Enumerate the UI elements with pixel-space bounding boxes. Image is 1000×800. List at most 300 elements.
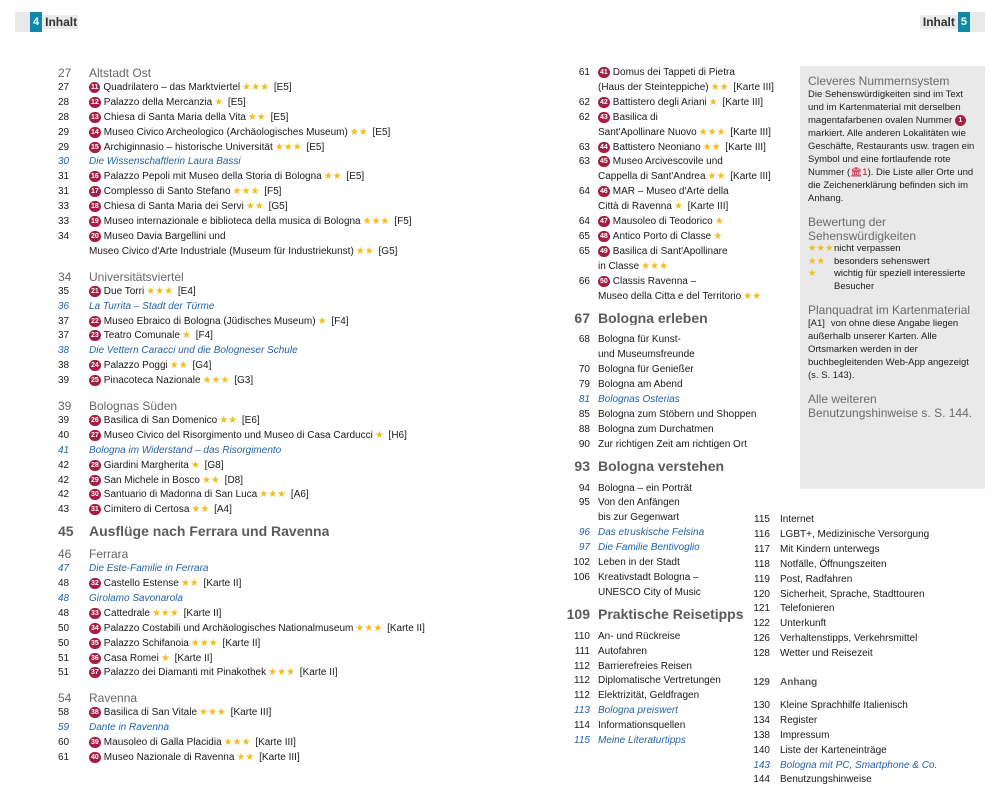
entry-title: Leben in der Stadt: [598, 557, 680, 569]
toc-entry: [58, 706, 478, 721]
entry-title: LGBT+, Medizinische Versorgung: [780, 528, 930, 540]
header-title-right: Inhalt: [920, 15, 958, 29]
header-gap: [78, 12, 88, 32]
entry-text: [780, 543, 880, 558]
toc-entry: [58, 315, 478, 330]
entry-text: [598, 215, 726, 230]
entry-title: Unterkunft: [780, 618, 827, 630]
star-icon: ★★★: [242, 81, 270, 93]
entry-title: Barrierefreies Reisen: [598, 660, 692, 672]
info-text-grid: [808, 317, 977, 382]
page-number: 30: [58, 156, 70, 168]
entry-title: Wetter und Reisezeit: [780, 648, 873, 660]
page-number: 130: [753, 699, 770, 711]
toc-entry: [58, 459, 478, 474]
sight-number-badge: 34: [91, 624, 99, 632]
map-reference: [Karte III]: [252, 737, 296, 749]
entry-title: Teatro Comunale: [103, 330, 180, 342]
page-number: [560, 348, 598, 363]
entry-title: Complesso di Santo Stefano: [103, 186, 231, 198]
star-icon: ★: [713, 230, 723, 242]
entry-text: [89, 607, 221, 622]
page-number: 31: [58, 171, 70, 183]
entry-title: Telefonieren: [780, 603, 835, 615]
star-icon: ★: [317, 315, 327, 327]
page-number: 106: [573, 572, 590, 583]
entry-text: [89, 245, 397, 260]
header-strip-left: [15, 12, 30, 32]
toc-entry: [58, 414, 478, 429]
entry-title: Universitätsviertel: [89, 269, 184, 284]
entry-title: Informationsquellen: [598, 720, 686, 732]
toc-entry-continued: [560, 200, 790, 215]
entry-title: An- und Rückreise: [598, 630, 681, 642]
sight-number-badge: 40: [91, 753, 99, 761]
page-number: 117: [754, 543, 770, 555]
entry-text: [598, 96, 763, 111]
page-number: 111: [574, 645, 590, 657]
entry-title: Casa Romei: [103, 652, 159, 664]
sight-number-badge: 11: [91, 83, 99, 91]
entry-text: [89, 444, 281, 459]
toc-entry: [560, 496, 790, 511]
toc-entry: [58, 736, 478, 751]
toc-entry: [560, 423, 790, 438]
entry-title: Pinacoteca Nazionale: [103, 375, 201, 387]
toc-entry-feature: [58, 155, 478, 170]
sight-number-badge: 20: [91, 232, 99, 240]
toc-entry: [740, 729, 990, 744]
star-icon: ★★★: [146, 285, 174, 297]
toc-column-right-b: [740, 670, 990, 788]
page-number: 93: [574, 457, 590, 474]
page-number: 34: [58, 230, 70, 242]
info-heading-numbering: Cleveres Nummernsystem: [808, 74, 950, 88]
entry-text: [89, 577, 241, 592]
entry-text: [780, 513, 814, 528]
entry-title: Post, Radfahren: [780, 573, 853, 585]
page-number: 39: [58, 399, 72, 414]
page-number: 61: [578, 67, 590, 78]
page-number: 45: [58, 523, 74, 540]
entry-text: [780, 528, 929, 543]
page-number: 90: [578, 438, 590, 450]
info-text-part: von ohne diese Angabe liegen außerhalb unserer Karten. Alle Ortsmarken werden in der buchbegleitenden Web-App angezeigt (s. S. 143).: [808, 318, 969, 381]
toc-entry-continued: [560, 348, 790, 363]
toc-entry: [58, 503, 478, 518]
entry-title: Basilica di San Domenico: [103, 414, 218, 426]
entry-title: Die Wissenschaftlerin Laura Bassi: [89, 156, 241, 168]
entry-title: Die Vettern Caracci und die Bologneser Schule: [89, 345, 298, 357]
star-icon: ★★★: [355, 622, 383, 634]
star-icon: ★★★: [641, 260, 669, 272]
sight-number-badge: 30: [91, 491, 99, 499]
entry-title: Bologna mit PC, Smartphone & Co.: [780, 759, 938, 771]
entry-text: [598, 170, 771, 185]
star-icon: ★★: [707, 171, 726, 183]
toc-entry: [58, 81, 478, 96]
entry-title: Impressum: [780, 729, 830, 741]
page-number: 28: [58, 96, 70, 108]
entry-title: Notfälle, Öffnungszeiten: [780, 558, 887, 570]
star-icon: ★★★: [698, 126, 726, 138]
page-number: [560, 200, 598, 215]
toc-entry: [560, 275, 790, 290]
entry-title: Basilica di San Vitale: [103, 707, 197, 719]
toc-entry: [58, 285, 478, 300]
page-number: 129: [753, 677, 770, 688]
toc-entry: [740, 602, 990, 617]
entry-text: [780, 729, 829, 744]
entry-title: San Michele in Bosco: [103, 474, 200, 486]
entry-text: [598, 275, 696, 290]
header-left-tab: [30, 12, 80, 32]
page-number: 46: [58, 547, 72, 562]
toc-entry: [58, 126, 478, 141]
page-number: 36: [58, 300, 70, 312]
toc-entry: [58, 488, 478, 503]
chapter-heading: [560, 311, 790, 326]
map-reference: [Karte II]: [180, 607, 222, 619]
entry-title: Palazzo della Mercanzia: [103, 96, 213, 108]
entry-text: [89, 751, 300, 766]
page-number: 29: [58, 126, 70, 138]
entry-title: Museo della Citta e del Territorio: [598, 290, 742, 302]
page-number: 33: [58, 201, 70, 213]
page-number: [560, 290, 598, 305]
entry-text: [598, 438, 747, 453]
toc-entry: [560, 438, 790, 453]
page-number: 42: [58, 474, 70, 486]
entry-title: Benutzungshinweise: [780, 774, 872, 786]
sight-number-badge: 1: [955, 115, 966, 126]
entry-text: [89, 230, 226, 245]
entry-text: [598, 111, 658, 126]
grid-code: [A1]: [808, 318, 825, 329]
toc-entry: [58, 230, 478, 245]
entry-title: Archiginnasio – historische Universität: [103, 141, 273, 153]
entry-title: Domus dei Tappeti di Pietra: [612, 67, 735, 78]
entry-text: [89, 374, 253, 389]
entry-text: [780, 647, 873, 662]
page-number: 65: [578, 230, 590, 242]
entry-title: Giardini Margherita: [103, 459, 189, 471]
sight-number-badge: 39: [91, 739, 99, 747]
entry-title: Bologna – ein Porträt: [598, 482, 692, 494]
entry-text: [598, 496, 680, 511]
map-reference: [Karte II]: [297, 667, 338, 679]
star-icon: ★: [808, 268, 817, 279]
sight-number-badge: 15: [91, 143, 99, 151]
entry-title: Liste der Karteneinträge: [780, 744, 887, 756]
page-number: 63: [578, 156, 590, 168]
info-more-hints: Alle weiteren Benutzungshinweise s. S. 144.: [808, 392, 973, 420]
toc-entry: [740, 744, 990, 759]
entry-title: Palazzo Pepoli mit Museo della Storia di Bologna: [103, 171, 322, 183]
star-icon: ★★★: [151, 607, 179, 619]
entry-text: [598, 423, 714, 438]
map-reference: [A6]: [288, 489, 309, 501]
star-icon: ★★★: [274, 141, 302, 153]
page-number: 114: [574, 720, 590, 732]
page-number: 43: [58, 504, 70, 516]
star-icon: ★★: [247, 111, 266, 123]
toc-entry: [560, 333, 790, 348]
star-icon: ★★: [349, 126, 368, 138]
map-reference: [G4]: [189, 360, 212, 372]
star-icon: ★★: [702, 141, 721, 153]
page-number: 118: [754, 558, 770, 570]
toc-entry: [560, 482, 790, 497]
star-icon: ★★: [191, 504, 210, 516]
entry-title: Basilica di: [612, 111, 658, 123]
toc-entry: [58, 622, 478, 637]
star-icon: ★: [708, 96, 718, 108]
sight-number-badge: 36: [91, 654, 99, 662]
page-number: 27: [58, 81, 70, 93]
sight-number-badge: 50: [600, 277, 608, 285]
section-heading: [58, 547, 478, 562]
star-icon: ★★: [180, 578, 199, 589]
toc-entry: [58, 329, 478, 344]
toc-entry: [58, 200, 478, 215]
entry-text: [89, 111, 288, 126]
entry-title: (Haus der Steinteppiche): [598, 81, 709, 93]
page-number: 37: [58, 330, 70, 342]
entry-title: Bologna erleben: [598, 310, 708, 326]
toc-entry: [740, 573, 990, 588]
toc-entry-continued: [560, 290, 790, 305]
toc-entry: [740, 558, 990, 573]
star-icon: ★★: [355, 245, 374, 257]
rating-legend: [808, 243, 977, 293]
sight-number-badge: 38: [91, 709, 99, 717]
entry-title: Basilica di Sant'Apollinare: [612, 245, 728, 257]
star-icon: ★: [181, 330, 191, 342]
entry-title: Altstadt Ost: [89, 66, 152, 80]
entry-text: [89, 66, 151, 81]
entry-title: Bologna für Kunst-: [598, 334, 681, 346]
entry-title: Città di Ravenna: [598, 201, 672, 213]
page-number: 102: [573, 557, 590, 569]
entry-text: [598, 660, 692, 675]
entry-title: Ferrara: [89, 547, 129, 562]
toc-entry-continued: [560, 260, 790, 275]
map-reference: [G5]: [265, 201, 288, 213]
toc-entry: [740, 699, 990, 714]
entry-text: [598, 141, 766, 156]
toc-entry: [740, 528, 990, 543]
entry-text: [89, 547, 128, 562]
map-reference: [Karte III]: [256, 751, 300, 763]
toc-entry: [58, 170, 478, 185]
page-number: 143: [753, 759, 770, 771]
entry-title: Bologna zum Durchatmen: [598, 423, 714, 435]
page-header: [0, 0, 1000, 30]
sight-number-badge: 25: [91, 377, 99, 385]
section-heading: [58, 270, 478, 285]
toc-entry: [58, 185, 478, 200]
page-number: 60: [58, 737, 70, 749]
page-number: 97: [578, 542, 590, 554]
map-reference: [Karte III]: [727, 126, 771, 138]
toc-entry: [560, 155, 790, 170]
page-number: 119: [754, 573, 770, 585]
entry-title: Museo internazionale e biblioteca della musica di Bologna: [103, 216, 361, 228]
page-number: 109: [566, 605, 590, 622]
section-gap: [58, 681, 478, 691]
entry-text: [89, 592, 183, 607]
map-reference: [Karte III]: [684, 201, 729, 213]
page-number: 42: [58, 489, 70, 501]
entry-text: [89, 285, 196, 300]
toc-entry: [58, 374, 478, 389]
page-number: 65: [578, 245, 590, 257]
entry-title: Autofahren: [598, 645, 647, 657]
toc-entry: [560, 245, 790, 260]
sight-number-badge: 29: [91, 476, 99, 484]
star-icon: ★★★: [199, 707, 226, 719]
page-number: [560, 260, 598, 275]
info-text-part: Die Sehenswürdigkeiten sind im Text und im Kartenmaterial mit derselben magentafarbenen ovalen Nummer: [808, 89, 964, 126]
page-number: 112: [574, 660, 590, 672]
page-number: 94: [578, 482, 590, 494]
legend-text: wichtig für speziell interessierte Besucher: [834, 268, 966, 292]
entry-title: Palazzo Schifanoia: [103, 637, 189, 649]
entry-text: [89, 706, 271, 721]
page-number: [560, 170, 598, 185]
entry-title: Cappella di Sant'Andrea: [598, 171, 706, 183]
page-number: 42: [58, 459, 70, 471]
entry-title: Chiesa di Santa Maria della Vita: [103, 111, 246, 123]
map-reference: [A4]: [211, 504, 232, 516]
map-reference: [E5]: [271, 81, 292, 93]
toc-entry: [58, 215, 478, 230]
toc-entry-feature: [560, 393, 790, 408]
entry-title: Museo Ebraico di Bologna (Jüdisches Museum): [103, 315, 316, 327]
entry-text: [89, 399, 177, 414]
page-number: 112: [574, 690, 590, 702]
header-title-left: Inhalt: [42, 15, 80, 29]
chapter-heading: [58, 524, 478, 539]
star-icon: ★★: [743, 290, 762, 302]
entry-title: Bologna am Abend: [598, 379, 683, 391]
entry-text: [598, 459, 724, 474]
header-strip-right: [970, 12, 985, 32]
map-reference: [Karte II]: [200, 578, 242, 589]
map-reference: [Karte II]: [171, 652, 213, 664]
section-heading: [58, 66, 478, 81]
entry-text: [598, 541, 700, 556]
page-number: 33: [58, 216, 70, 228]
info-text-part: ). Die Liste aller Orte und die Zeichenerklärung befinden sich im Anhang.: [808, 167, 974, 204]
map-reference: [F4]: [328, 315, 349, 327]
entry-text: [598, 719, 685, 734]
sight-number-badge: 47: [600, 218, 608, 226]
sight-number-badge: 21: [91, 287, 99, 295]
section-heading: [58, 691, 478, 706]
entry-text: [598, 482, 692, 497]
page-number: 140: [753, 744, 770, 756]
toc-column-left: [58, 66, 478, 766]
toc-entry-feature: [58, 300, 478, 315]
legend-row: [808, 243, 977, 256]
toc-entry: [560, 215, 790, 230]
entry-title: MAR – Museo d'Arte della: [612, 186, 729, 198]
entry-text: [598, 645, 647, 660]
entry-text: [598, 230, 724, 245]
entry-text: [89, 81, 292, 96]
entry-title: Mausoleo di Galla Placidia: [103, 737, 222, 749]
page-number: 96: [578, 527, 590, 539]
page-number-right: 5: [958, 12, 970, 32]
info-text-numbering: [808, 88, 977, 205]
entry-text: [598, 363, 694, 378]
map-reference: [Karte III]: [227, 707, 272, 719]
entry-title: Mit Kindern unterwegs: [780, 543, 880, 555]
entry-title: Bolognas Süden: [89, 399, 178, 414]
entry-text: [89, 503, 232, 518]
star-icon: ★★★: [202, 375, 230, 387]
page-number: [560, 511, 598, 526]
page-number-left: 4: [30, 12, 42, 32]
page-number: 64: [578, 186, 590, 198]
toc-entry: [58, 359, 478, 374]
page-number: 58: [58, 707, 70, 719]
entry-text: [598, 734, 686, 749]
toc-entry: [740, 617, 990, 632]
entry-text: [598, 607, 744, 622]
star-icon: ★★★: [362, 216, 390, 228]
page-number: 39: [58, 375, 70, 387]
toc-entry: [740, 632, 990, 647]
entry-text: [89, 141, 324, 156]
entry-text: [89, 215, 412, 230]
page-number: 29: [58, 141, 70, 153]
sight-number-badge: 23: [91, 332, 99, 340]
info-heading-rating: Bewertung der Sehenswürdigkeiten: [808, 215, 917, 243]
page-number: 144: [753, 774, 770, 786]
entry-title: Bologna zum Stöbern und Shoppen: [598, 408, 757, 420]
entry-text: [598, 393, 680, 408]
page-number: 115: [754, 514, 770, 525]
star-icon: ★★★: [259, 489, 287, 501]
entry-text: [780, 744, 887, 759]
page-number: 27: [58, 66, 72, 80]
star-icon: ★★: [323, 171, 342, 183]
entry-title: bis zur Gegenwart: [598, 512, 680, 524]
page-number: 48: [58, 578, 70, 589]
entry-text: [89, 170, 364, 185]
sight-number-badge: 16: [91, 173, 99, 181]
entry-title: Quadrilatero – das Marktviertel: [103, 81, 241, 93]
star-icon: ★: [673, 201, 683, 213]
star-icon: ★★: [219, 414, 238, 426]
page-number: 31: [58, 186, 70, 198]
entry-text: [89, 622, 425, 637]
entry-title: Zur richtigen Zeit am richtigen Ort: [598, 438, 747, 450]
entry-title: Museo Civico del Risorgimento und Museo di Casa Carducci: [103, 429, 373, 441]
entry-title: Kleine Sprachhilfe Italienisch: [780, 699, 908, 711]
entry-title: Palazzo Costabili und Archäologisches Nationalmuseum: [103, 622, 354, 634]
toc-entry: [58, 111, 478, 126]
entry-text: [89, 300, 214, 315]
entry-title: Museo Civico d'Arte Industriale (Museum für Industriekunst): [89, 245, 354, 257]
sight-number-badge: 26: [91, 416, 99, 424]
toc-entry: [58, 96, 478, 111]
page-number: 28: [58, 111, 70, 123]
toc-entry: [58, 666, 478, 681]
